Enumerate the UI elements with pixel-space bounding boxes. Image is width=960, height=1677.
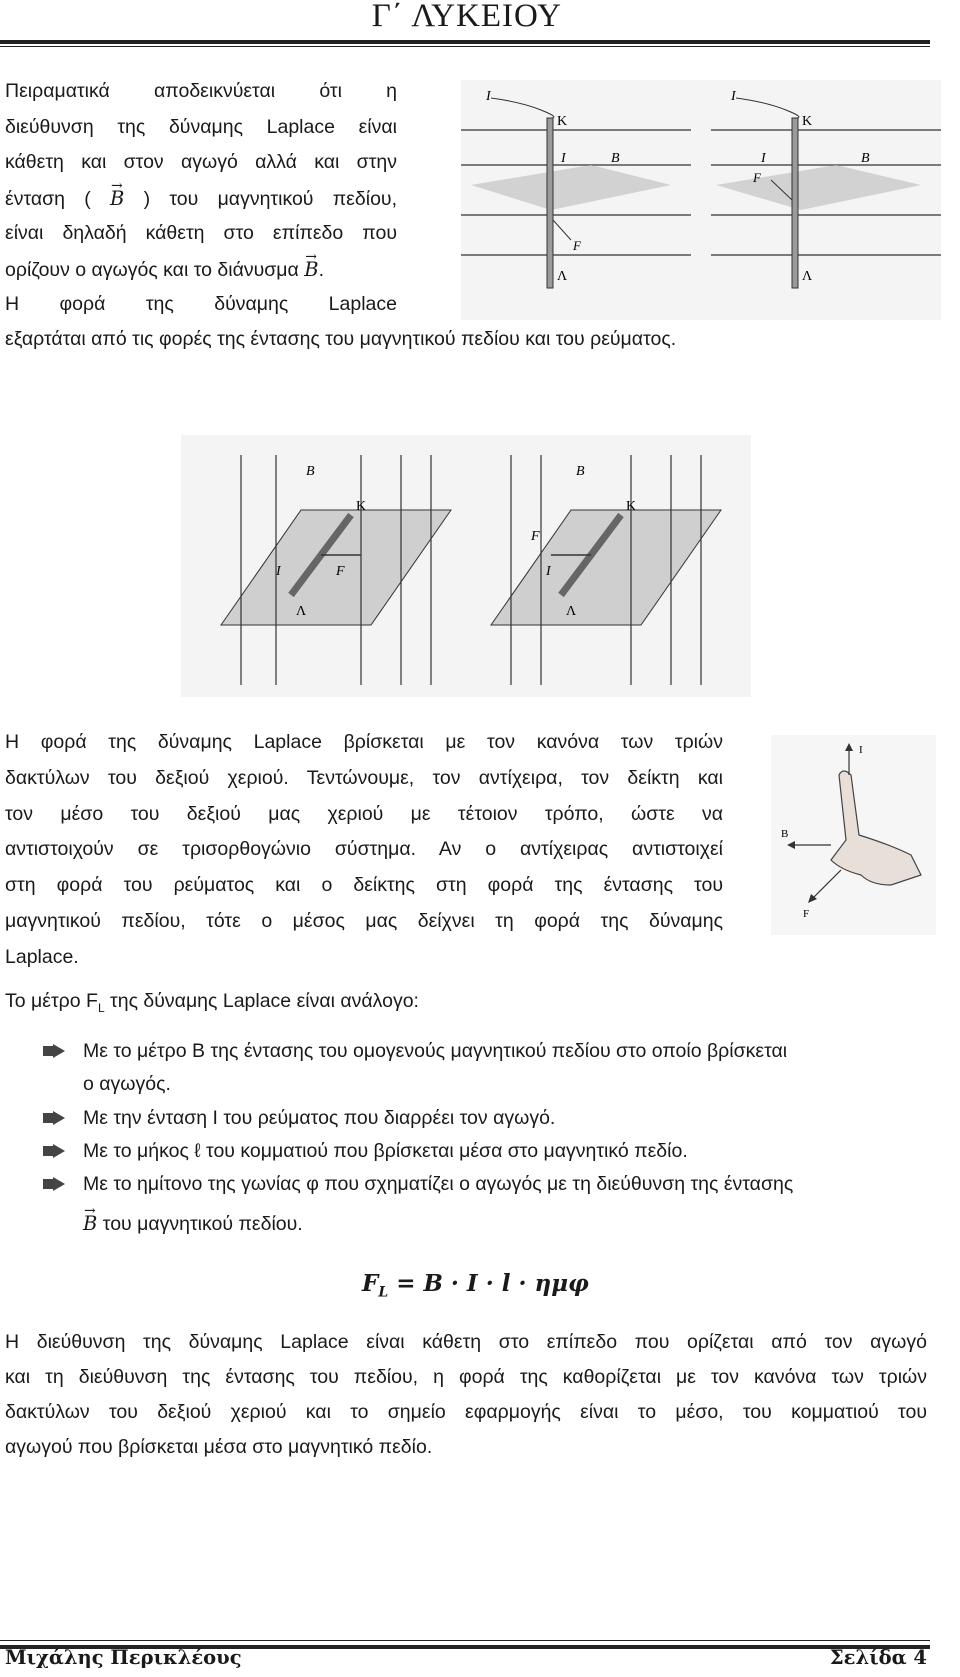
rule-line: στη φορά του ρεύματος και ο δείκτης στη φορά της έντασης του [5, 874, 723, 897]
label-current: I [561, 151, 566, 166]
conclusion-paragraph [5, 1325, 927, 1465]
header-rule [0, 40, 930, 44]
label-current: I [486, 89, 491, 104]
list-item-text: ο αγωγός. [83, 1073, 171, 1095]
list-item-line [83, 1207, 930, 1241]
rule-line: αντιστοιχούν σε τρισορθογώνιο σύστημα. Αν ο αντίχειρας αντιστοιχεί [5, 838, 723, 861]
rule-line: Η φορά της δύναμης Laplace βρίσκεται με τον κανόνα των τριών [5, 731, 723, 753]
intro-line: διεύθυνση της δύναμης Laplace είναι [5, 115, 397, 138]
label-force: F [573, 238, 581, 253]
label-end-k: K [557, 114, 568, 129]
rule-line: τον μέσο του δεξιού μας χεριού με τέτοιον τρόπο, ώστε να [5, 802, 723, 825]
list-item-text: Με το μήκος ℓ του κομματιού που βρίσκεται μέσα στο μαγνητικό πεδίο. [83, 1140, 688, 1162]
conclusion-line: Η διεύθυνση της δύναμης Laplace είναι κάθετη στο επίπεδο που ορίζεται από τον αγωγό [5, 1331, 927, 1353]
label-end-lambda: Λ [566, 604, 577, 619]
footer-author: Μιχάλης Περικλέους [5, 1646, 242, 1669]
conclusion-line: αγωγού που βρίσκεται μέσα στο μαγνητικό πεδίο. [5, 1436, 433, 1458]
rule-line: μαγνητικού πεδίου, τότε ο μέσος μας δείχνει τη φορά της δύναμης [5, 909, 723, 932]
label-field-b: B [306, 464, 315, 479]
formula-lhs: F [362, 1270, 379, 1297]
measure-text: Το μέτρο F [5, 990, 98, 1012]
list-item [0, 1135, 930, 1168]
arrow-bullet-icon [43, 1111, 65, 1125]
measure-intro [5, 985, 419, 1024]
label-end-k: K [356, 499, 367, 514]
page-header-title: Γ΄ ΛΥΚΕΙΟΥ [371, 0, 562, 34]
label-end-lambda: Λ [802, 269, 813, 284]
vector-b-symbol: → B [83, 1207, 97, 1240]
arrow-bullet-icon [43, 1044, 65, 1058]
label-end-lambda: Λ [557, 269, 568, 284]
label-field-b: B [576, 464, 585, 479]
label-force: F [531, 529, 540, 544]
rule-line: δακτύλων του δεξιού χεριού. Τεντώνουμε, τον αντίχειρα, τον δείκτη και [5, 766, 723, 789]
label-force: F [753, 170, 761, 185]
intro-line: Η φορά της δύναμης Laplace [5, 293, 397, 315]
intro-line: είναι δηλαδή κάθετη στο επίπεδο που [5, 222, 397, 244]
list-item [0, 1035, 930, 1101]
intro-line-text: ) του μαγνητικού πεδίου, [124, 187, 397, 210]
figure-right-hand-rule [771, 735, 936, 935]
rule-line: Laplace. [5, 945, 79, 968]
intro-line: Πειραματικά αποδεικνύεται ότι η [5, 80, 397, 102]
intro-paragraph [5, 74, 397, 323]
arrow-bullet-icon [43, 1144, 65, 1158]
formula-rhs: = B · I · l · ημφ [388, 1270, 589, 1297]
arrow-bullet-icon [43, 1177, 65, 1191]
list-item-text: του μαγνητικού πεδίου. [97, 1213, 303, 1235]
intro-line-text: ένταση ( [5, 187, 111, 210]
label-current: I [731, 89, 736, 104]
laplace-formula [362, 1270, 589, 1301]
header-rule-thin [0, 46, 930, 47]
intro-tail: εξαρτάται από τις φορές της έντασης του μαγνητικού πεδίου και του ρεύματος. [5, 328, 677, 350]
vector-b-symbol: → B [304, 252, 318, 288]
figure-conductor-vertical-field [181, 435, 751, 697]
label-current: I [276, 564, 281, 579]
conclusion-line: και τη διεύθυνση της έντασης του πεδίου, η φορά της καθορίζεται με τον κανόνα των τριών [5, 1366, 927, 1388]
intro-line: κάθετη και στον αγωγό αλλά και στην [5, 151, 397, 173]
label-current: I [761, 151, 766, 166]
label-current: I [546, 564, 551, 579]
label-field-b: B [611, 151, 620, 166]
label-end-k: K [802, 114, 813, 129]
list-item-text: Με το ημίτονο της γωνίας φ που σχηματίζει ο αγωγός με τη διεύθυνση της έντασης [83, 1173, 794, 1195]
proportionality-list [0, 1035, 930, 1241]
intro-line-text: . [318, 258, 324, 281]
list-item [0, 1102, 930, 1135]
conclusion-line: δακτύλων του δεξιού χεριού και το σημείο εφαρμογής είναι το μέσο, του κομματιού του [5, 1401, 927, 1423]
vector-b-symbol: → B [110, 181, 124, 217]
label-force: F [336, 564, 345, 579]
label-force: F [803, 908, 810, 920]
right-hand-rule-paragraph [5, 725, 723, 976]
label-current: I [859, 744, 863, 756]
intro-line [5, 252, 397, 288]
label-field-b: B [781, 828, 789, 840]
list-item-text: Με την ένταση Ι του ρεύματος που διαρρέει τον αγωγό. [83, 1107, 556, 1129]
label-end-k: K [626, 499, 637, 514]
measure-text: της δύναμης Laplace είναι ανάλογο: [104, 990, 419, 1012]
formula-lhs-subscript: L [378, 1284, 389, 1301]
label-end-lambda: Λ [296, 604, 307, 619]
list-item-text: Με το μέτρο Β της έντασης του ομογενούς μαγνητικού πεδίου στο οποίο βρίσκεται [83, 1040, 788, 1062]
list-item [0, 1168, 930, 1241]
intro-line-text: ορίζουν ο αγωγός και το διάνυσμα [5, 258, 305, 281]
label-field-b: B [861, 151, 870, 166]
intro-line [5, 181, 397, 217]
measure-subscript: L [97, 1000, 105, 1015]
footer-rule-thin [0, 1640, 930, 1641]
footer-page-number: Σελίδα 4 [829, 1646, 927, 1669]
figure-conductor-horizontal-field [461, 80, 941, 320]
